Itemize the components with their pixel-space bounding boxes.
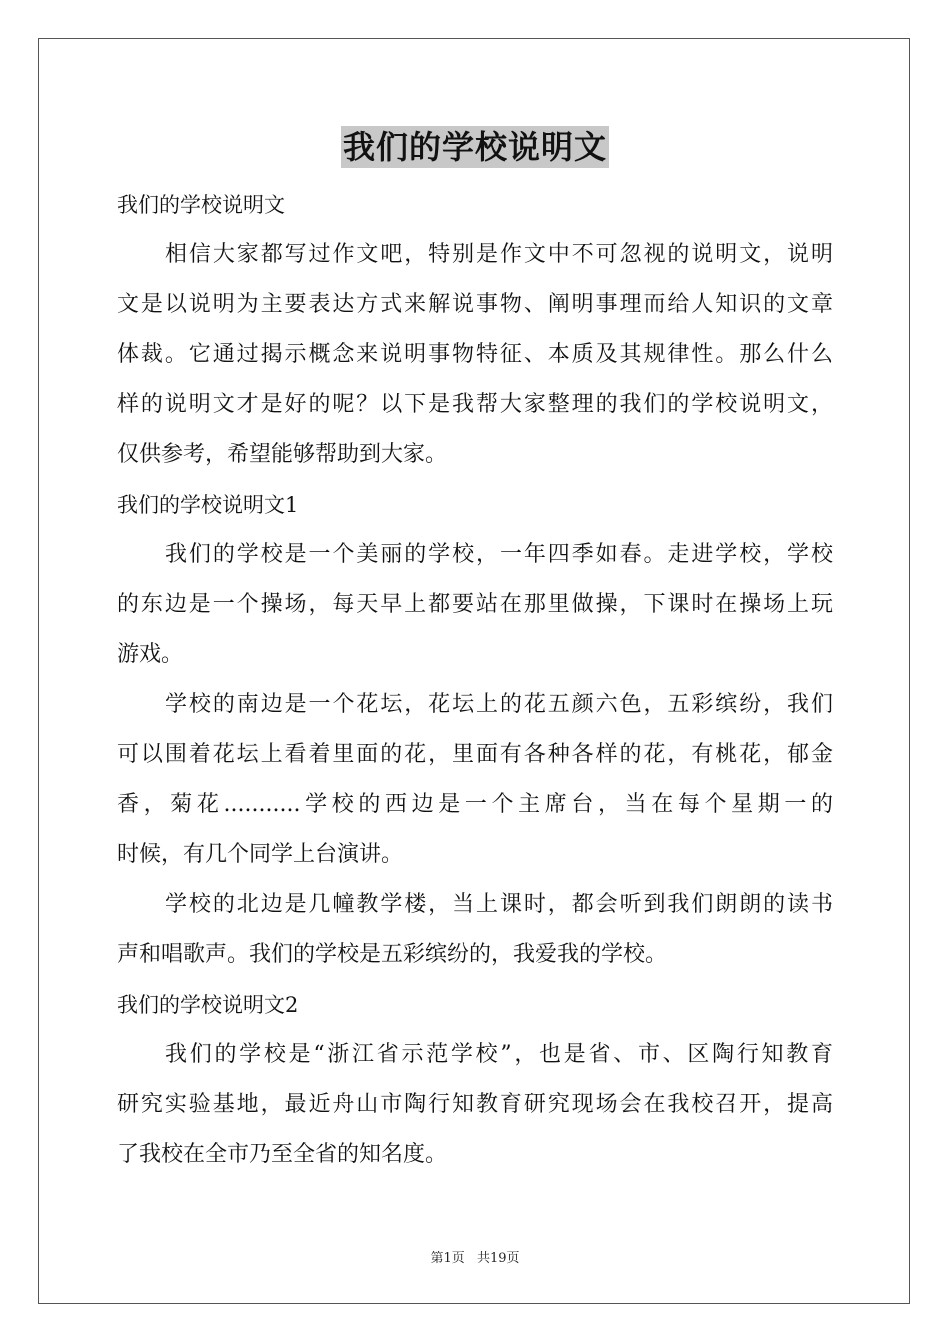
document-subtitle: 我们的学校说明文 <box>117 193 285 217</box>
document-title: 我们的学校说明文 <box>342 128 607 166</box>
text-line: 可以围着花坛上看着里面的花，里面有各种各样的花，有桃花，郁金 <box>117 742 833 767</box>
text-line: 时候，有几个同学上台演讲。 <box>117 842 404 867</box>
section1-paragraph-2 <box>117 680 833 880</box>
text-line: 声和唱歌声。我们的学校是五彩缤纷的，我爱我的学校。 <box>117 942 668 967</box>
text-line: 相信大家都写过作文吧，特别是作文中不可忽视的说明文，说明 <box>165 242 833 267</box>
text-line: 我们的学校是一个美丽的学校，一年四季如春。走进学校，学校 <box>165 542 833 567</box>
text-line: 学校的南边是一个花坛，花坛上的花五颜六色，五彩缤纷，我们 <box>165 692 833 717</box>
text-line: 学校的北边是几幢教学楼，当上课时，都会听到我们朗朗的读书 <box>165 892 833 917</box>
text-line: 仅供参考，希望能够帮助到大家。 <box>117 442 448 467</box>
text-line: 游戏。 <box>117 642 184 667</box>
page-footer <box>0 1247 950 1266</box>
text-line: 文是以说明为主要表达方式来解说事物、阐明事理而给人知识的文章 <box>117 292 833 317</box>
section1-paragraph-3 <box>117 880 833 980</box>
page-total: 共19页 <box>476 1251 520 1266</box>
intro-paragraph <box>117 230 833 480</box>
text-line: 香，菊花...........学校的西边是一个主席台，当在每个星期一的 <box>117 792 833 817</box>
text-line: 研究实验基地，最近舟山市陶行知教育研究现场会在我校召开，提高 <box>117 1092 833 1117</box>
section2-paragraph-1 <box>117 1030 833 1180</box>
page-number: 第1页 <box>430 1251 465 1266</box>
text-line: 了我校在全市乃至全省的知名度。 <box>117 1142 448 1167</box>
text-line: 体裁。它通过揭示概念来说明事物特征、本质及其规律性。那么什么 <box>117 342 833 367</box>
document-body <box>117 180 833 1180</box>
section-heading-2: 我们的学校说明文2 <box>117 993 299 1017</box>
section1-paragraph-1 <box>117 530 833 680</box>
section-heading-1: 我们的学校说明文1 <box>117 493 299 517</box>
text-line: 样的说明文才是好的呢？以下是我帮大家整理的我们的学校说明文， <box>117 392 833 417</box>
text-line: 的东边是一个操场，每天早上都要站在那里做操，下课时在操场上玩 <box>117 592 833 617</box>
title-container <box>0 126 950 168</box>
text-line: 我们的学校是“浙江省示范学校”，也是省、市、区陶行知教育 <box>165 1042 833 1067</box>
